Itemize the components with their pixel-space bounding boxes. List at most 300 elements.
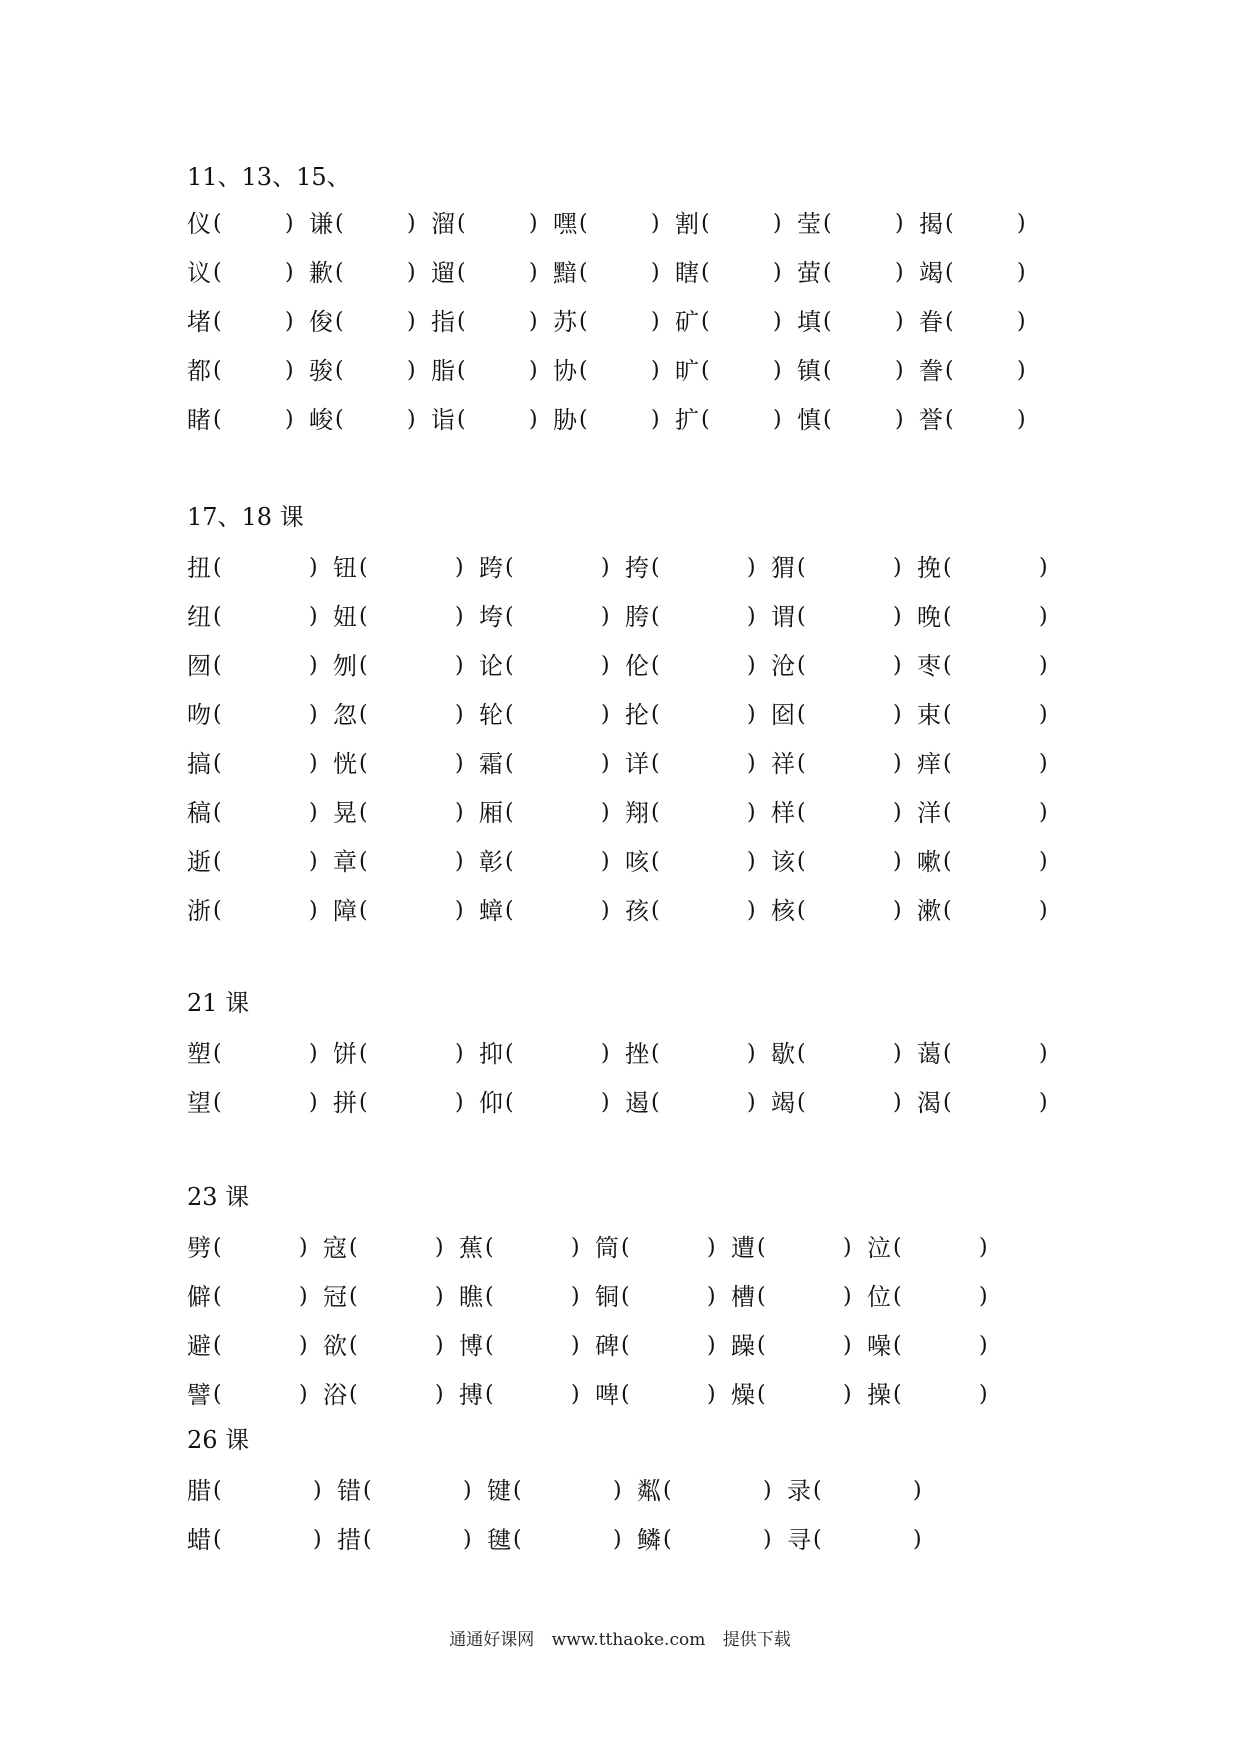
close-paren: ) (455, 1041, 464, 1066)
character-label: 堵 (187, 308, 211, 336)
answer-blank[interactable] (519, 847, 597, 877)
answer-blank[interactable] (227, 651, 305, 681)
answer-blank[interactable] (959, 258, 1013, 288)
character-cell (625, 549, 771, 589)
answer-blank[interactable] (957, 602, 1035, 632)
answer-blank[interactable] (227, 602, 305, 632)
character-cell (333, 598, 479, 638)
answer-blank[interactable] (349, 209, 403, 239)
answer-blank[interactable] (665, 553, 743, 583)
answer-blank[interactable] (959, 405, 1013, 435)
character-label: 议 (187, 259, 211, 287)
open-paren: ( (213, 1090, 222, 1115)
answer-blank[interactable] (373, 700, 451, 730)
open-paren: ( (359, 1041, 368, 1066)
open-paren: ( (213, 800, 222, 825)
answer-blank[interactable] (665, 651, 743, 681)
close-paren: ) (455, 800, 464, 825)
character-cell (187, 1472, 337, 1512)
character-label: 骏 (309, 357, 333, 385)
character-label: 博 (459, 1332, 483, 1360)
character-cell (431, 303, 553, 343)
open-paren: ( (797, 800, 806, 825)
character-row (187, 794, 1063, 834)
answer-blank[interactable] (519, 1088, 597, 1118)
answer-blank[interactable] (959, 307, 1013, 337)
answer-blank[interactable] (519, 896, 597, 926)
answer-blank[interactable] (593, 209, 647, 239)
answer-blank[interactable] (771, 1233, 839, 1263)
answer-blank[interactable] (363, 1380, 431, 1410)
close-paren: ) (843, 1382, 852, 1407)
answer-blank[interactable] (227, 798, 305, 828)
close-paren: ) (979, 1382, 988, 1407)
answer-blank[interactable] (715, 307, 769, 337)
close-paren: ) (435, 1333, 444, 1358)
character-row (187, 1327, 1003, 1367)
answer-blank[interactable] (519, 798, 597, 828)
character-cell (553, 254, 675, 294)
open-paren: ( (651, 898, 660, 923)
open-paren: ( (335, 407, 344, 432)
open-paren: ( (701, 407, 710, 432)
character-label: 黯 (553, 259, 577, 287)
close-paren: ) (463, 1527, 472, 1552)
answer-blank[interactable] (227, 1088, 305, 1118)
answer-blank[interactable] (227, 1331, 295, 1361)
character-label: 位 (867, 1283, 891, 1311)
answer-blank[interactable] (957, 798, 1035, 828)
open-paren: ( (823, 309, 832, 334)
answer-blank[interactable] (665, 749, 743, 779)
character-cell (333, 1084, 479, 1124)
answer-blank[interactable] (771, 1331, 839, 1361)
character-label: 旷 (675, 357, 699, 385)
answer-blank[interactable] (363, 1282, 431, 1312)
close-paren: ) (455, 653, 464, 678)
open-paren: ( (797, 604, 806, 629)
answer-blank[interactable] (907, 1331, 975, 1361)
answer-blank[interactable] (827, 1476, 909, 1506)
character-cell (919, 303, 1041, 343)
open-paren: ( (701, 211, 710, 236)
close-paren: ) (601, 1090, 610, 1115)
open-paren: ( (335, 358, 344, 383)
close-paren: ) (707, 1235, 716, 1260)
section-title: 26 课 (187, 1426, 250, 1454)
answer-blank[interactable] (715, 209, 769, 239)
close-paren: ) (529, 211, 538, 236)
open-paren: ( (349, 1284, 358, 1309)
character-cell (309, 401, 431, 441)
answer-blank[interactable] (677, 1525, 759, 1555)
answer-blank[interactable] (499, 1380, 567, 1410)
answer-blank[interactable] (811, 896, 889, 926)
answer-blank[interactable] (959, 356, 1013, 386)
close-paren: ) (285, 309, 294, 334)
answer-blank[interactable] (227, 356, 281, 386)
answer-blank[interactable] (907, 1380, 975, 1410)
answer-blank[interactable] (957, 896, 1035, 926)
character-cell (917, 598, 1063, 638)
character-cell (625, 1084, 771, 1124)
answer-blank[interactable] (665, 602, 743, 632)
answer-blank[interactable] (593, 356, 647, 386)
answer-blank[interactable] (827, 1525, 909, 1555)
character-label: 浙 (187, 897, 211, 925)
answer-blank[interactable] (527, 1476, 609, 1506)
character-cell (917, 794, 1063, 834)
open-paren: ( (485, 1284, 494, 1309)
close-paren: ) (893, 555, 902, 580)
answer-blank[interactable] (665, 798, 743, 828)
close-paren: ) (285, 407, 294, 432)
character-cell (731, 1229, 867, 1269)
character-label: 遛 (431, 259, 455, 287)
open-paren: ( (651, 604, 660, 629)
answer-blank[interactable] (837, 209, 891, 239)
character-cell (919, 205, 1041, 245)
answer-blank[interactable] (227, 896, 305, 926)
close-paren: ) (285, 211, 294, 236)
open-paren: ( (579, 260, 588, 285)
close-paren: ) (747, 702, 756, 727)
answer-blank[interactable] (811, 1088, 889, 1118)
character-cell (187, 745, 333, 785)
open-paren: ( (213, 1041, 222, 1066)
answer-blank[interactable] (227, 258, 281, 288)
character-cell (337, 1521, 487, 1561)
character-label: 寻 (787, 1526, 811, 1554)
close-paren: ) (843, 1333, 852, 1358)
character-label: 吻 (187, 701, 211, 729)
answer-blank[interactable] (349, 405, 403, 435)
close-paren: ) (309, 751, 318, 776)
close-paren: ) (747, 1041, 756, 1066)
answer-blank[interactable] (957, 553, 1035, 583)
answer-blank[interactable] (471, 405, 525, 435)
close-paren: ) (1039, 653, 1048, 678)
answer-blank[interactable] (519, 651, 597, 681)
answer-blank[interactable] (377, 1476, 459, 1506)
open-paren: ( (757, 1333, 766, 1358)
answer-blank[interactable] (811, 700, 889, 730)
open-paren: ( (663, 1478, 672, 1503)
character-cell (595, 1327, 731, 1367)
answer-blank[interactable] (373, 1039, 451, 1069)
character-cell (479, 598, 625, 638)
answer-blank[interactable] (907, 1282, 975, 1312)
character-label: 揭 (919, 210, 943, 238)
answer-blank[interactable] (227, 1233, 295, 1263)
open-paren: ( (621, 1382, 630, 1407)
answer-blank[interactable] (715, 356, 769, 386)
answer-blank[interactable] (837, 307, 891, 337)
character-row (187, 549, 1063, 589)
character-cell (431, 352, 553, 392)
answer-blank[interactable] (519, 1039, 597, 1069)
close-paren: ) (651, 260, 660, 285)
character-label: 寇 (323, 1234, 347, 1262)
character-label: 溜 (431, 210, 455, 238)
close-paren: ) (1017, 358, 1026, 383)
answer-blank[interactable] (349, 258, 403, 288)
close-paren: ) (913, 1478, 922, 1503)
open-paren: ( (213, 407, 222, 432)
character-label: 扩 (675, 406, 699, 434)
answer-blank[interactable] (665, 1039, 743, 1069)
close-paren: ) (299, 1284, 308, 1309)
close-paren: ) (1017, 211, 1026, 236)
answer-blank[interactable] (635, 1380, 703, 1410)
answer-blank[interactable] (665, 847, 743, 877)
open-paren: ( (797, 898, 806, 923)
character-cell (187, 1521, 337, 1561)
character-cell (771, 892, 917, 932)
answer-blank[interactable] (715, 258, 769, 288)
open-paren: ( (485, 1235, 494, 1260)
answer-blank[interactable] (519, 700, 597, 730)
character-cell (917, 892, 1063, 932)
open-paren: ( (213, 1382, 222, 1407)
answer-blank[interactable] (363, 1331, 431, 1361)
answer-blank[interactable] (373, 553, 451, 583)
character-row (187, 1035, 1063, 1075)
answer-blank[interactable] (363, 1233, 431, 1263)
answer-blank[interactable] (665, 1088, 743, 1118)
answer-blank[interactable] (519, 553, 597, 583)
close-paren: ) (529, 358, 538, 383)
character-label: 咳 (625, 848, 649, 876)
answer-blank[interactable] (837, 356, 891, 386)
character-label: 详 (625, 750, 649, 778)
close-paren: ) (895, 260, 904, 285)
close-paren: ) (893, 1041, 902, 1066)
character-label: 翔 (625, 799, 649, 827)
open-paren: ( (213, 653, 222, 678)
character-cell (187, 352, 309, 392)
answer-blank[interactable] (471, 307, 525, 337)
close-paren: ) (299, 1382, 308, 1407)
open-paren: ( (797, 849, 806, 874)
footer-suffix: 提供下载 (722, 1630, 791, 1650)
character-label: 仰 (479, 1089, 503, 1117)
answer-blank[interactable] (373, 651, 451, 681)
answer-blank[interactable] (715, 405, 769, 435)
character-cell (867, 1278, 1003, 1318)
character-cell (187, 1327, 323, 1367)
close-paren: ) (651, 309, 660, 334)
answer-blank[interactable] (227, 749, 305, 779)
character-cell (479, 745, 625, 785)
open-paren: ( (823, 260, 832, 285)
close-paren: ) (843, 1284, 852, 1309)
open-paren: ( (797, 1090, 806, 1115)
character-cell (553, 352, 675, 392)
answer-blank[interactable] (811, 602, 889, 632)
answer-blank[interactable] (227, 307, 281, 337)
close-paren: ) (773, 358, 782, 383)
character-label: 莹 (797, 210, 821, 238)
answer-blank[interactable] (499, 1282, 567, 1312)
answer-blank[interactable] (227, 700, 305, 730)
character-cell (625, 843, 771, 883)
close-paren: ) (763, 1527, 772, 1552)
open-paren: ( (701, 260, 710, 285)
answer-blank[interactable] (227, 1282, 295, 1312)
answer-blank[interactable] (837, 405, 891, 435)
answer-blank[interactable] (811, 847, 889, 877)
answer-blank[interactable] (499, 1331, 567, 1361)
character-cell (187, 892, 333, 932)
answer-blank[interactable] (957, 749, 1035, 779)
character-label: 都 (187, 357, 211, 385)
answer-blank[interactable] (959, 209, 1013, 239)
answer-blank[interactable] (519, 602, 597, 632)
footer-url: www.tthaoke.com (551, 1630, 706, 1650)
close-paren: ) (1039, 1090, 1048, 1115)
answer-blank[interactable] (227, 1380, 295, 1410)
character-cell (637, 1521, 787, 1561)
open-paren: ( (213, 849, 222, 874)
answer-blank[interactable] (957, 1039, 1035, 1069)
open-paren: ( (457, 260, 466, 285)
answer-blank[interactable] (527, 1525, 609, 1555)
character-label: 扭 (187, 554, 211, 582)
open-paren: ( (505, 1090, 514, 1115)
answer-blank[interactable] (957, 700, 1035, 730)
open-paren: ( (757, 1235, 766, 1260)
open-paren: ( (359, 898, 368, 923)
character-cell (595, 1278, 731, 1318)
section-title: 23 课 (187, 1183, 250, 1211)
answer-blank[interactable] (811, 749, 889, 779)
answer-blank[interactable] (471, 356, 525, 386)
answer-blank[interactable] (227, 1039, 305, 1069)
section-title: 11、13、15、 (187, 163, 351, 191)
character-cell (771, 549, 917, 589)
character-label: 囫 (187, 652, 211, 680)
answer-blank[interactable] (593, 405, 647, 435)
answer-blank[interactable] (499, 1233, 567, 1263)
character-row (187, 892, 1063, 932)
character-label: 样 (771, 799, 795, 827)
open-paren: ( (701, 358, 710, 383)
character-label: 歉 (309, 259, 333, 287)
answer-blank[interactable] (957, 651, 1035, 681)
character-cell (771, 843, 917, 883)
open-paren: ( (823, 358, 832, 383)
open-paren: ( (651, 555, 660, 580)
answer-blank[interactable] (227, 553, 305, 583)
answer-blank[interactable] (227, 209, 281, 239)
character-cell (797, 303, 919, 343)
close-paren: ) (435, 1382, 444, 1407)
answer-blank[interactable] (665, 700, 743, 730)
character-cell (553, 401, 675, 441)
answer-blank[interactable] (907, 1233, 975, 1263)
answer-blank[interactable] (771, 1380, 839, 1410)
answer-blank[interactable] (373, 749, 451, 779)
answer-blank[interactable] (771, 1282, 839, 1312)
open-paren: ( (213, 702, 222, 727)
answer-blank[interactable] (227, 1476, 309, 1506)
character-label: 伦 (625, 652, 649, 680)
answer-blank[interactable] (519, 749, 597, 779)
answer-blank[interactable] (811, 651, 889, 681)
answer-blank[interactable] (665, 896, 743, 926)
answer-blank[interactable] (349, 307, 403, 337)
answer-blank[interactable] (373, 798, 451, 828)
open-paren: ( (363, 1478, 372, 1503)
character-cell (459, 1278, 595, 1318)
character-cell (333, 1035, 479, 1075)
close-paren: ) (773, 211, 782, 236)
close-paren: ) (651, 211, 660, 236)
answer-blank[interactable] (957, 847, 1035, 877)
open-paren: ( (579, 309, 588, 334)
answer-blank[interactable] (635, 1233, 703, 1263)
open-paren: ( (335, 260, 344, 285)
answer-blank[interactable] (811, 553, 889, 583)
answer-blank[interactable] (373, 1088, 451, 1118)
close-paren: ) (979, 1284, 988, 1309)
answer-blank[interactable] (677, 1476, 759, 1506)
answer-blank[interactable] (957, 1088, 1035, 1118)
character-cell (771, 647, 917, 687)
answer-blank[interactable] (837, 258, 891, 288)
character-cell (919, 352, 1041, 392)
answer-blank[interactable] (811, 798, 889, 828)
answer-blank[interactable] (373, 847, 451, 877)
close-paren: ) (651, 407, 660, 432)
open-paren: ( (505, 1041, 514, 1066)
character-label: 跨 (479, 554, 503, 582)
answer-blank[interactable] (349, 356, 403, 386)
open-paren: ( (651, 849, 660, 874)
character-row (187, 598, 1063, 638)
open-paren: ( (797, 653, 806, 678)
close-paren: ) (843, 1235, 852, 1260)
close-paren: ) (707, 1284, 716, 1309)
open-paren: ( (945, 358, 954, 383)
answer-blank[interactable] (373, 896, 451, 926)
answer-blank[interactable] (227, 847, 305, 877)
answer-blank[interactable] (227, 1525, 309, 1555)
answer-blank[interactable] (593, 258, 647, 288)
answer-blank[interactable] (593, 307, 647, 337)
answer-blank[interactable] (635, 1282, 703, 1312)
character-label: 眷 (919, 308, 943, 336)
answer-blank[interactable] (811, 1039, 889, 1069)
open-paren: ( (651, 1041, 660, 1066)
answer-blank[interactable] (377, 1525, 459, 1555)
open-paren: ( (823, 407, 832, 432)
answer-blank[interactable] (471, 258, 525, 288)
close-paren: ) (407, 407, 416, 432)
answer-blank[interactable] (373, 602, 451, 632)
answer-blank[interactable] (227, 405, 281, 435)
character-cell (675, 205, 797, 245)
open-paren: ( (505, 898, 514, 923)
character-label: 稿 (187, 799, 211, 827)
close-paren: ) (285, 358, 294, 383)
character-label: 协 (553, 357, 577, 385)
answer-blank[interactable] (635, 1331, 703, 1361)
close-paren: ) (1039, 555, 1048, 580)
answer-blank[interactable] (471, 209, 525, 239)
character-label: 痒 (917, 750, 941, 778)
